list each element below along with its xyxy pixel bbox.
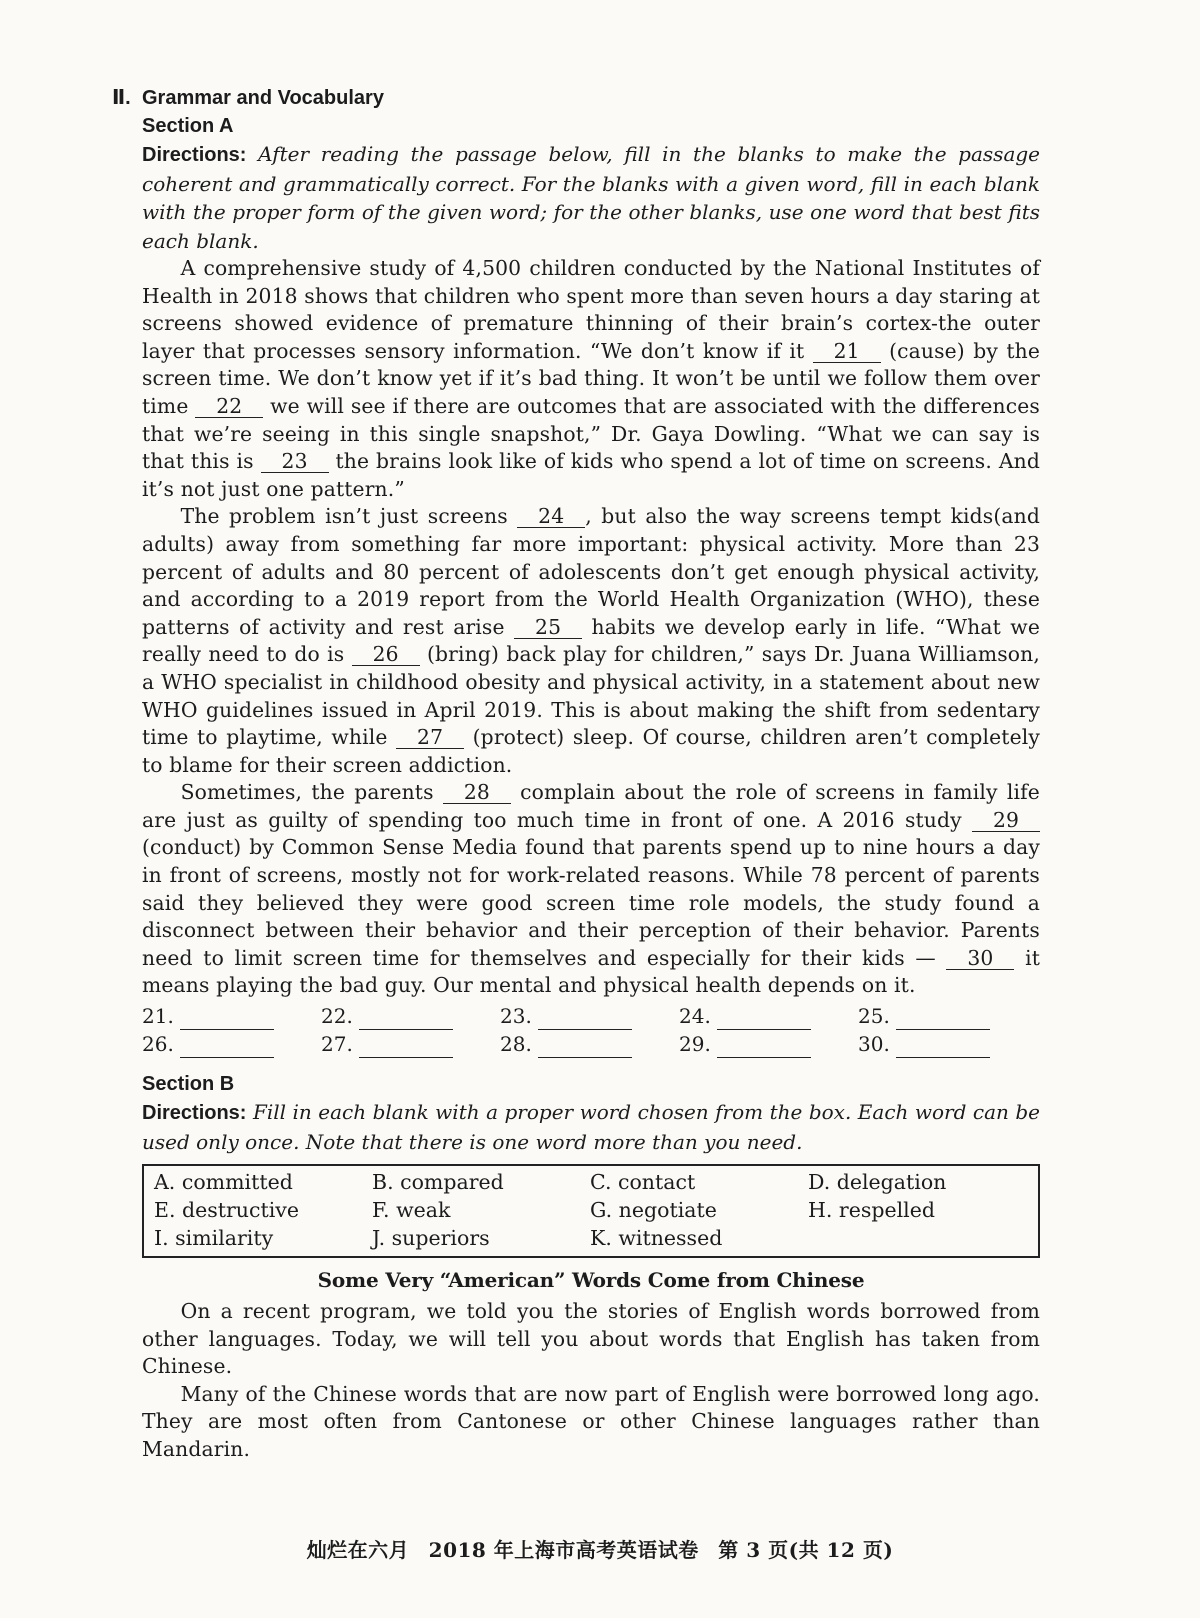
footer-exam-title: 2018 年上海市高考英语试卷: [428, 1538, 699, 1562]
answer-number: 25.: [858, 1004, 890, 1029]
answer-row-1: [142, 1002, 1040, 1030]
answer-number: 30.: [858, 1032, 890, 1057]
blank-30[interactable]: 30: [946, 947, 1014, 970]
answer-field-27[interactable]: [359, 1037, 453, 1058]
text-span: habits we develop early in life. “What we really need to do is: [142, 614, 1040, 667]
directions-label: Directions:: [142, 144, 247, 166]
text-span: complain about the role of screens in family life are just as guilty of spending too much time in front of one. A 2016 study: [142, 780, 1040, 832]
blank-29[interactable]: 29: [972, 809, 1040, 832]
answer-item: [321, 1002, 500, 1030]
text-span: (cause) by the screen time. We don’t know yet if it’s bad thing. It won’t be until we follow them over time: [142, 338, 1040, 418]
word-option: D. delegation: [808, 1170, 947, 1195]
passage-paragraph-2: [142, 503, 1040, 779]
section-roman-numeral: Ⅱ.: [112, 87, 131, 109]
word-option: E. destructive: [154, 1198, 300, 1223]
section-header: [112, 84, 1040, 112]
answer-row-2: [142, 1030, 1040, 1058]
answer-field-26[interactable]: [180, 1037, 274, 1058]
answer-field-22[interactable]: [359, 1009, 453, 1030]
blank-22[interactable]: 22: [195, 395, 263, 418]
text-span: the brains look like of kids who spend a lot of time on screens. And it’s not just one pattern.”: [142, 449, 1040, 501]
text-span: Sometimes, the parents: [180, 780, 434, 805]
text-span: A comprehensive study of 4,500 children conducted by the National Institutes of Health in 2018 shows that children who spent more than seven hours a day staring at screens showed evidence of premature thinning of their brain’s cortex-the outer layer that processes sensory information. “We don’t know if it: [142, 256, 1040, 363]
answer-number: 27.: [321, 1032, 353, 1057]
page-footer: [0, 1534, 1200, 1563]
word-option: B. compared: [372, 1170, 504, 1195]
answer-item: [142, 1030, 321, 1058]
answer-item: [679, 1002, 858, 1030]
text-span: we will see if there are outcomes that are associated with the differences that we’re seeing in this single snapshot,” Dr. Gaya Dowling. “What we can say is that this is: [142, 393, 1040, 474]
section-b-paragraph-1: On a recent program, we told you the stories of English words borrowed from other languages. Today, we will tell you about words that English has taken from Chinese.: [142, 1299, 1040, 1379]
answer-item: [500, 1030, 679, 1058]
answer-item: [858, 1002, 1037, 1030]
answer-number: 23.: [500, 1004, 532, 1029]
blank-21[interactable]: 21: [813, 340, 881, 363]
footer-brand: 灿烂在六月: [306, 1538, 410, 1562]
answer-item: [142, 1002, 321, 1030]
section-b-directions: [142, 1098, 1040, 1156]
section-b-heading: Section B: [142, 1073, 235, 1096]
section-a-directions: [142, 140, 1040, 255]
answer-item: [858, 1030, 1037, 1058]
blank-26[interactable]: 26: [352, 643, 420, 666]
answer-number: 21.: [142, 1004, 174, 1029]
answer-number: 24.: [679, 1004, 711, 1029]
answer-item: [679, 1030, 858, 1058]
directions-text: Fill in each blank with a proper word chosen from the box. Each word can be used only once. Note that there is one word more than you need.: [142, 1100, 1041, 1154]
answer-number: 28.: [500, 1032, 532, 1057]
answer-item: [500, 1002, 679, 1030]
answer-field-21[interactable]: [180, 1009, 274, 1030]
answer-field-23[interactable]: [538, 1009, 632, 1030]
word-option: C. contact: [590, 1170, 696, 1195]
word-option: F. weak: [372, 1198, 451, 1223]
text-span: (bring) back play for children,” says Dr. Juana Williamson, a WHO specialist in childhood obesity and physical activity, in a statement about new WHO guidelines issued in April 2019. This is about making the shift from sedentary time to playtime, while: [142, 642, 1040, 750]
answer-field-28[interactable]: [538, 1037, 632, 1058]
section-a-heading: Section A: [142, 115, 234, 137]
blank-23[interactable]: 23: [261, 450, 329, 473]
blank-28[interactable]: 28: [443, 781, 511, 804]
answer-lines: [142, 1002, 1040, 1058]
word-option: I. similarity: [154, 1226, 274, 1251]
answer-number: 26.: [142, 1032, 174, 1057]
blank-25[interactable]: 25: [514, 616, 582, 639]
word-box: [142, 1164, 1040, 1258]
answer-field-30[interactable]: [896, 1037, 990, 1058]
blank-24[interactable]: 24: [517, 505, 585, 528]
text-span: (protect) sleep. Of course, children aren’t completely to blame for their screen addiction.: [142, 725, 1040, 777]
text-span: The problem isn’t just screens: [180, 504, 508, 529]
word-option: J. superiors: [372, 1226, 490, 1251]
word-option: H. respelled: [808, 1198, 935, 1223]
word-option: G. negotiate: [590, 1198, 717, 1223]
answer-field-29[interactable]: [717, 1037, 811, 1058]
directions-label: Directions:: [142, 1102, 247, 1125]
answer-number: 22.: [321, 1004, 353, 1029]
blank-27[interactable]: 27: [396, 726, 464, 749]
answer-field-25[interactable]: [896, 1009, 990, 1030]
text-span: it means playing the bad guy. Our mental and physical health depends on it.: [142, 945, 1040, 998]
answer-number: 29.: [679, 1032, 711, 1057]
section-title: Grammar and Vocabulary: [142, 87, 384, 109]
section-b-paragraph-2: Many of the Chinese words that are now part of English were borrowed long ago. They are most often from Cantonese or other Chinese languages rather than Mandarin.: [142, 1381, 1040, 1461]
answer-field-24[interactable]: [717, 1009, 811, 1030]
passage-paragraph-1: [142, 255, 1040, 503]
directions-text: After reading the passage below, fill in the blanks to make the passage coherent and grammatically correct. For the blanks with a given word, fill in each blank with the proper form of the given word; for the other blanks, use one word that best fits each blank.: [142, 142, 1041, 253]
text-span: , but also the way screens tempt kids(and adults) away from something far more important: physical activity. More than 23 percent of adults and 80 percent of adolescents don’t get enough physical activity, and according to a 2019 report from the World Health Organization (WHO), these patterns of activity and rest arise: [142, 504, 1040, 639]
word-option: K. witnessed: [590, 1226, 723, 1251]
word-option: A. committed: [154, 1170, 293, 1195]
footer-page-number: 第 3 页(共 12 页): [718, 1538, 894, 1562]
exam-page: [112, 84, 1041, 1464]
passage-title: Some Very “American” Words Come from Chinese: [317, 1268, 865, 1293]
answer-item: [321, 1030, 500, 1058]
text-span: (conduct) by Common Sense Media found that parents spend up to nine hours a day in front of screens, mostly not for work-related reasons. While 78 percent of parents said they believed they were good screen time role models, the study found a disconnect between their behavior and their perception of their behavior. Parents need to limit screen time for themselves and especially for their kids —: [142, 835, 1040, 970]
passage-paragraph-3: [142, 779, 1040, 1000]
